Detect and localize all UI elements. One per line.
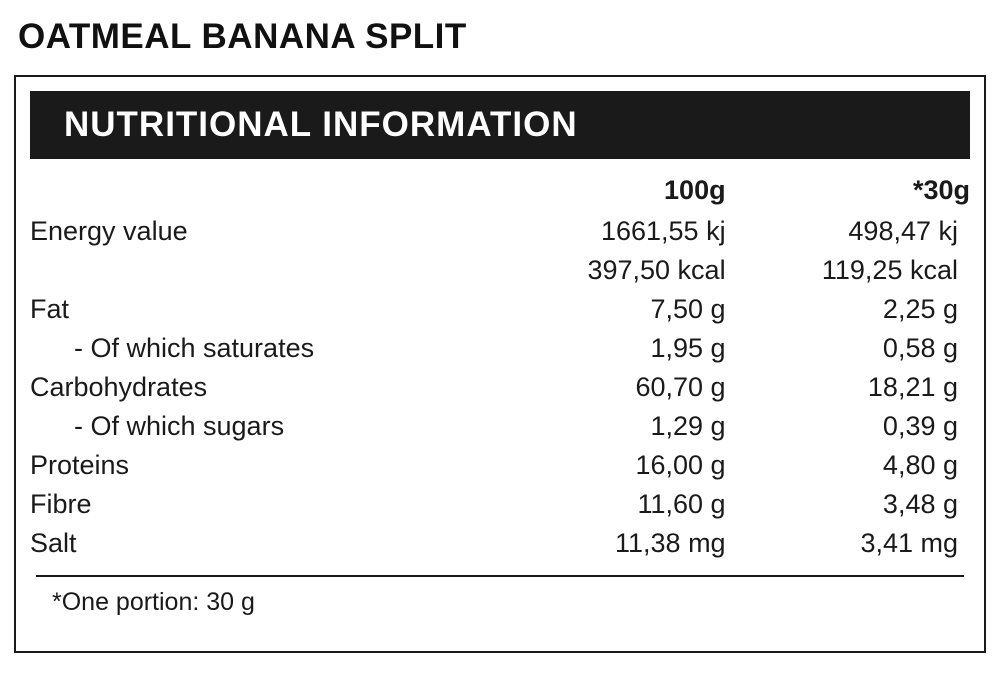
nutrient-value-portion: 0,58 g (882, 332, 958, 363)
nutrition-panel-header (30, 91, 970, 159)
nutrient-value-100g: 11,38 mg (615, 527, 726, 558)
portion-footnote: *One portion: 30 g (52, 587, 255, 616)
table-row (30, 212, 970, 251)
nutrient-label: Fat (30, 293, 70, 324)
table-row (30, 485, 970, 524)
nutrient-value-100g: 1,29 g (650, 410, 726, 441)
nutrient-value-portion: 18,21 g (867, 371, 958, 402)
nutrient-value-100g: 16,00 g (635, 449, 726, 480)
nutrition-table-head (30, 171, 970, 212)
nutrition-panel-title: NUTRITIONAL INFORMATION (64, 105, 578, 144)
table-row (30, 290, 970, 329)
nutrient-label: - Of which sugars (74, 410, 285, 441)
table-row (30, 446, 970, 485)
table-row (30, 407, 970, 446)
nutrition-panel (14, 75, 986, 653)
table-row (30, 524, 970, 563)
table-row (30, 329, 970, 368)
nutrition-table (30, 171, 970, 563)
nutrient-value-portion: 2,25 g (882, 293, 958, 324)
nutrition-table-body (30, 212, 970, 563)
nutrient-label: Fibre (30, 488, 92, 519)
nutrient-value-portion: 119,25 kcal (821, 254, 958, 285)
nutrient-value-100g: 1,95 g (650, 332, 726, 363)
table-header-row (30, 171, 970, 212)
nutrient-value-portion: 498,47 kj (848, 215, 958, 246)
nutrient-value-portion: 0,39 g (882, 410, 958, 441)
nutrient-label (30, 251, 481, 290)
table-row (30, 251, 970, 290)
table-row (30, 368, 970, 407)
nutrient-value-100g: 397,50 kcal (587, 254, 726, 285)
nutrient-label: Energy value (30, 215, 188, 246)
column-header-per-100g: 100g (664, 174, 726, 205)
page-title: OATMEAL BANANA SPLIT (18, 17, 467, 56)
nutrient-value-portion: 4,80 g (882, 449, 958, 480)
column-header-nutrient (30, 171, 481, 212)
nutrient-value-100g: 60,70 g (635, 371, 726, 402)
nutrient-label: - Of which saturates (74, 332, 315, 363)
column-header-per-portion: *30g (912, 174, 970, 205)
nutrient-label: Proteins (30, 449, 130, 480)
nutrient-value-100g: 1661,55 kj (600, 215, 726, 246)
nutrient-label: Salt (30, 527, 77, 558)
nutrient-value-100g: 11,60 g (637, 488, 726, 519)
nutrient-value-portion: 3,41 mg (860, 527, 958, 558)
nutrient-value-portion: 3,48 g (882, 488, 958, 519)
nutrient-value-100g: 7,50 g (650, 293, 726, 324)
nutrient-label: Carbohydrates (30, 371, 208, 402)
